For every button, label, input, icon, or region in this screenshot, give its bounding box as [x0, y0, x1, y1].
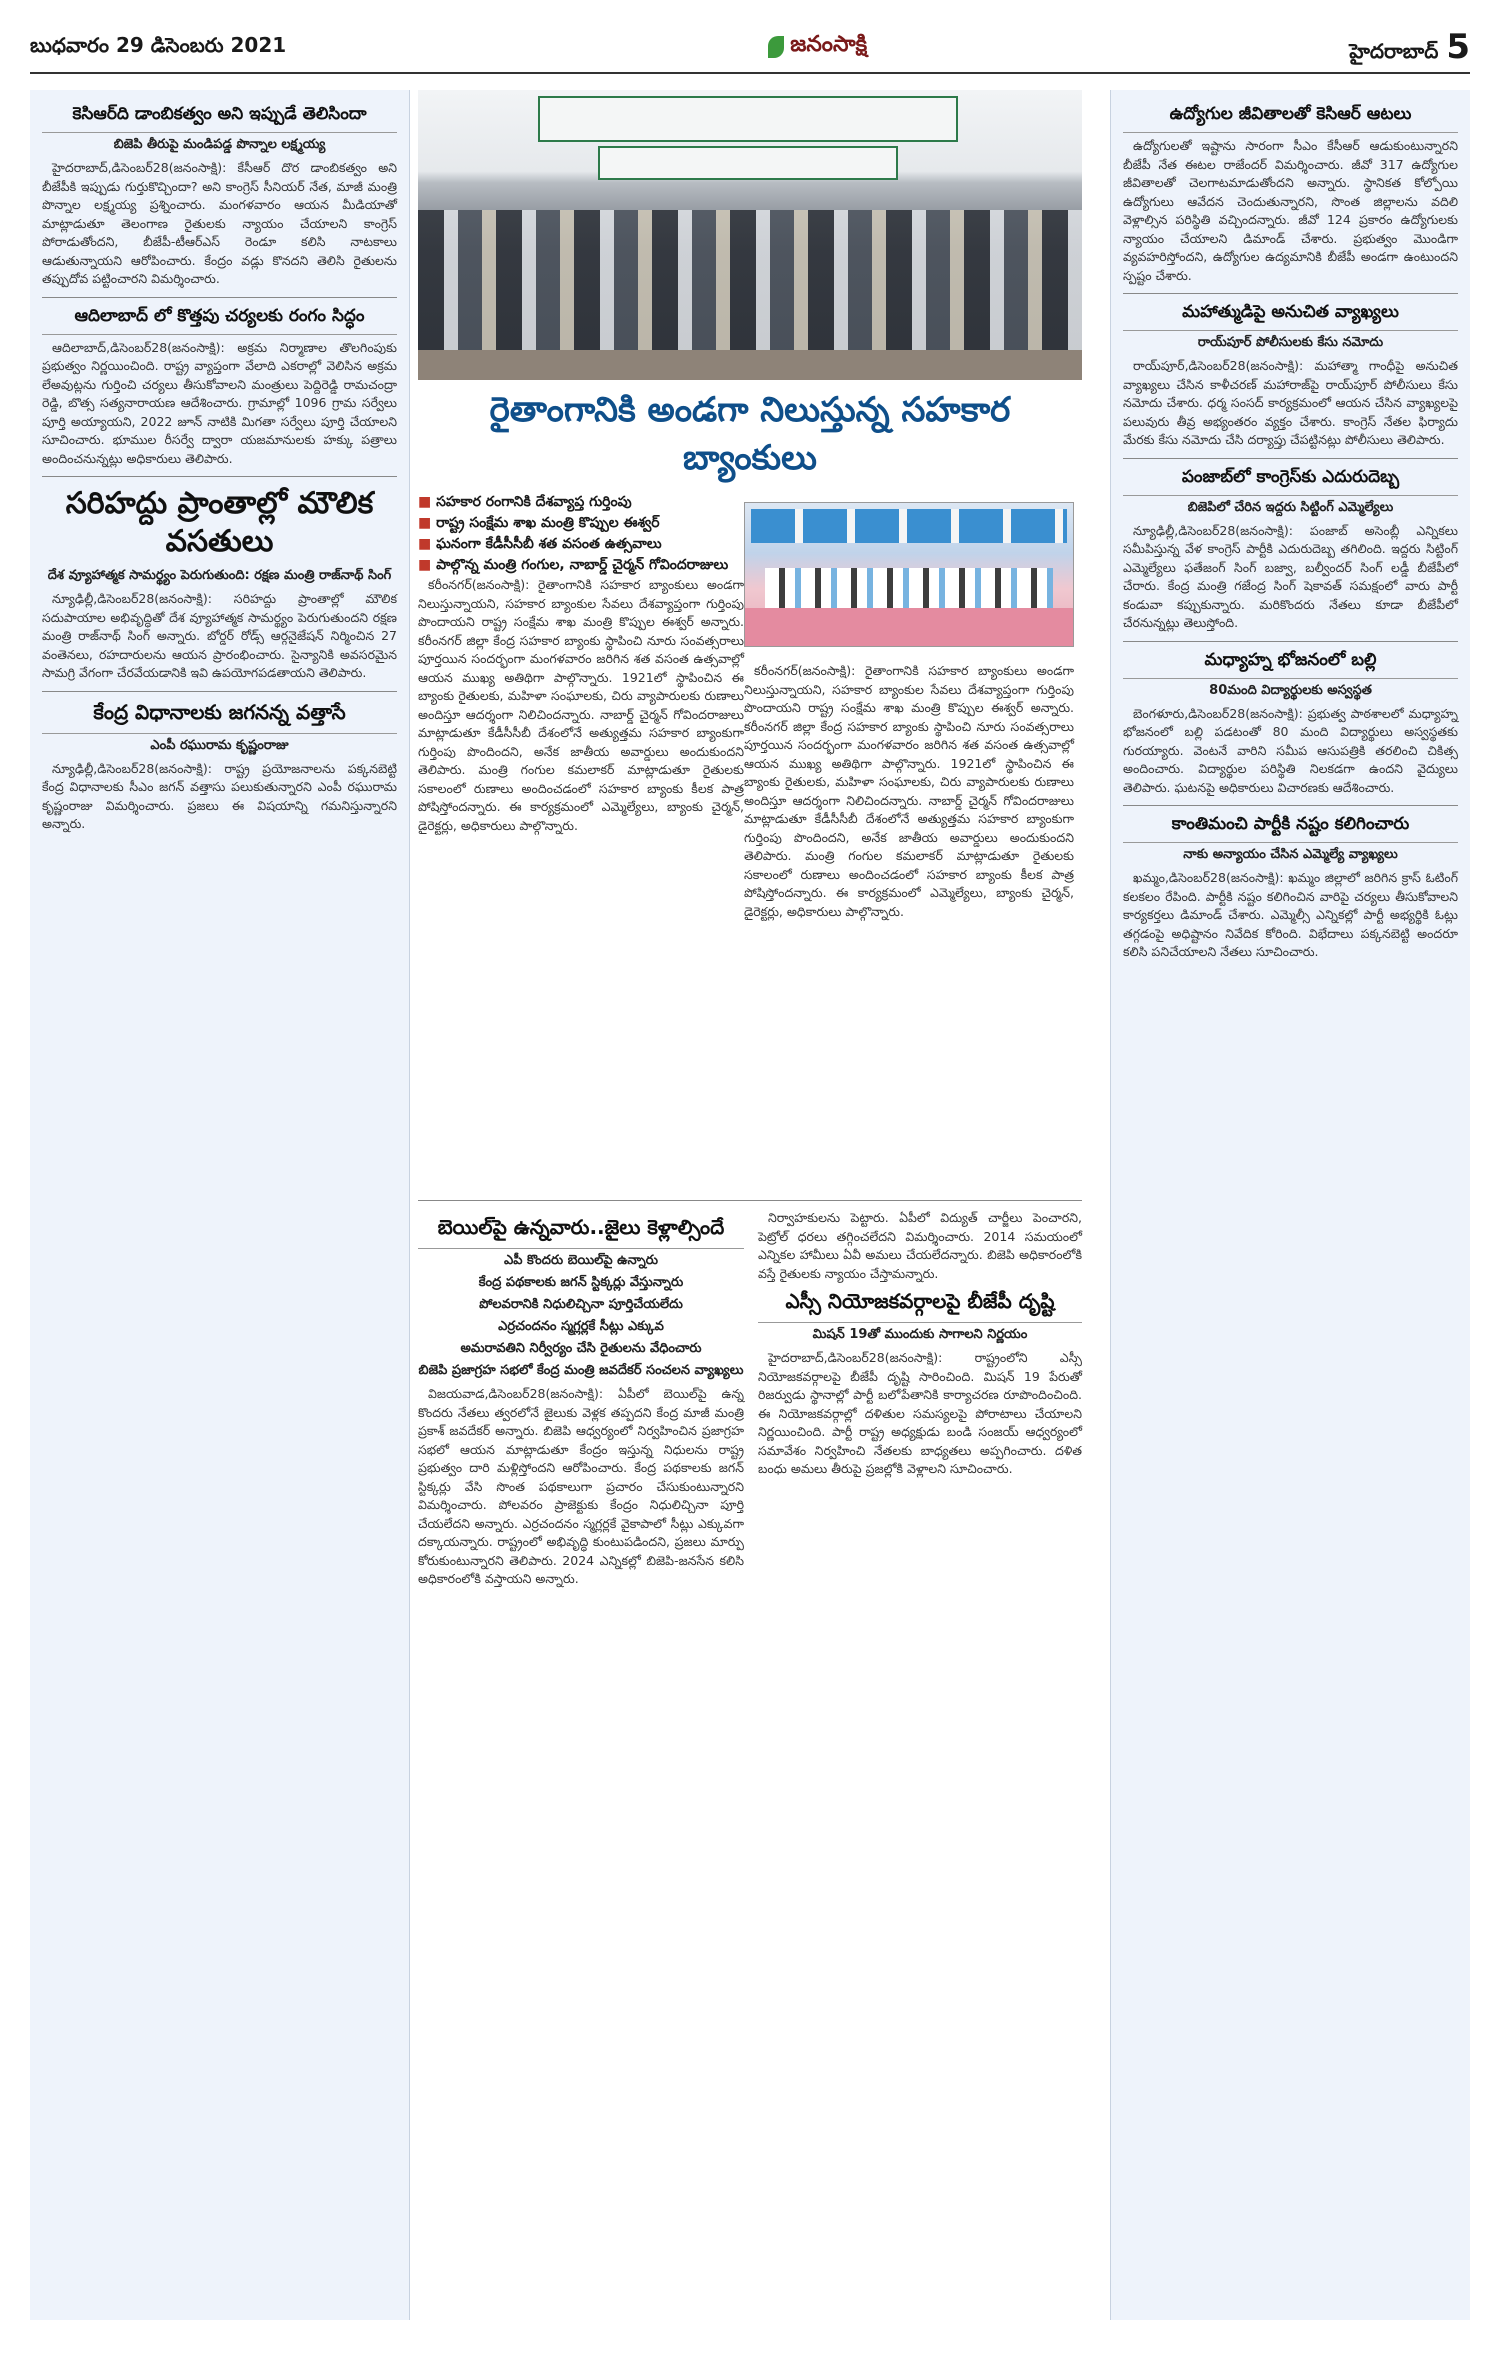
- highlight-item: ■ పాల్గొన్న మంత్రి గంగుల, నాబార్డ్‌ చైర్మన్‌ గోవిందరాజులు: [418, 555, 744, 576]
- article-body: [758, 1209, 1082, 1283]
- article-body: [1123, 357, 1458, 450]
- newspaper-logo: [768, 32, 867, 62]
- article-headline: మధ్యాహ్న భోజనంలో బల్లి: [1123, 650, 1458, 679]
- divider: [42, 297, 397, 298]
- article-deck: మిషన్‌ 19తో ముందుకు సాగాలని నిర్ణయం: [812, 1327, 1028, 1342]
- article-deck: బిజెపి తీరుపై మండిపడ్డ పొన్నాల లక్ష్మయ్య: [113, 137, 326, 152]
- article-text: బెంగళూరు,డిసెంబర్‌28(జనంసాక్షి): ప్రభుత్వ పాఠశాలలో మధ్యాహ్న భోజనంలో బల్లి పడటంతో 80 మంది విద్యార్థులు అస్వస్థతకు గురయ్యారు. వెంటనే వారిని సమీప ఆసుపత్రికి తరలించి చికిత్స అందించారు. విద్యార్థుల పరిస్థితి నిలకడగా ఉందని వైద్యులు తెలిపారు. ఘటనపై అధికారులు విచారణకు ఆదేశించారు.: [1123, 705, 1458, 795]
- article-headline: పంజాబ్‌లో కాంగ్రెస్‌కు ఎదురుదెబ్బ: [1123, 467, 1458, 496]
- divider: [418, 1200, 1082, 1201]
- divider: [42, 476, 397, 477]
- article-text: కరీంనగర్‌(జనంసాక్షి): రైతాంగానికి సహకార బ్యాంకులు అండగా నిలుస్తున్నాయని, సహకార బ్యాంకుల సేవలు దేశవ్యాప్తంగా గుర్తింపు పొందాయని రాష్ట్ర సంక్షేమ శాఖ మంత్రి కొప్పుల ఈశ్వర్‌ అన్నారు. కరీంనగర్‌ జిల్లా కేంద్ర సహకార బ్యాంకు స్థాపించి నూరు సంవత్సరాలు పూర్తయిన సందర్భంగా మంగళవారం జరిగిన శత వసంత ఉత్సవాల్లో ఆయన ముఖ్య అతిథిగా పాల్గొన్నారు. 1921లో స్థాపించిన ఈ బ్యాంకు రైతులకు, మహిళా సంఘాలకు, చిరు వ్యాపారులకు రుణాలు అందిస్తూ ఆదర్శంగా నిలిచిందన్నారు. నాబార్డ్‌ చైర్మన్‌ గోవిందరాజులు మాట్లాడుతూ కేడీసీసీబీ దేశంలోనే అత్యుత్తమ సహకార బ్యాంకుగా గుర్తింపు పొందిందని, అనేక జాతీయ అవార్డులు అందుకుందని తెలిపారు. మంత్రి గంగుల కమలాకర్‌ మాట్లాడుతూ రైతులకు సకాలంలో రుణాలు అందించడంలో సహకార బ్యాంకు కీలక పాత్ర పోషిస్తోందన్నారు. ఈ కార్యక్రమంలో ఎమ్మెల్యేలు, బ్యాంకు చైర్మన్‌, డైరెక్టర్లు, అధికారులు పాల్గొన్నారు.: [744, 663, 1074, 919]
- article-body: [1123, 869, 1458, 962]
- article-text: ఖమ్మం,డిసెంబర్‌28(జనంసాక్షి): ఖమ్మం జిల్లాలో జరిగిన క్రాస్‌ ఓటింగ్‌ కలకలం రేపింది. పార్టీకి నష్టం కలిగించిన వారిపై చర్యలు తీసుకోవాలని కార్యకర్తలు డిమాండ్‌ చేశారు. ఎమ్మెల్సీ ఎన్నికల్లో పార్టీ అభ్యర్థికి ఓట్లు తగ్గడంపై అధిష్టానం నివేదిక కోరింది. విభేదాలు పక్కనబెట్టి అందరూ కలిసి పనిచేయాలని నేతలు సూచించారు.: [1123, 870, 1458, 959]
- article-body: [418, 576, 744, 835]
- edition-info: [1349, 27, 1470, 68]
- article-body-continued: [744, 662, 1074, 921]
- article-headline: ఆదిలాబాద్‌ లో కొత్తపు చర్యలకు రంగం సిద్ధం: [42, 306, 397, 335]
- article-deck: ఎర్రచందనం స్మగ్లర్లకే సీట్లు ఎక్కువ: [498, 1319, 664, 1334]
- stage-table: [745, 608, 1073, 646]
- article-headline: సరిహద్దు ప్రాంతాల్లో మౌలిక వసతులు: [65, 486, 374, 559]
- page-number: 5: [1446, 26, 1470, 67]
- highlight-list: [418, 492, 744, 576]
- lead-story-text: [418, 492, 744, 835]
- dignitaries: [765, 568, 1053, 608]
- divider: [1123, 293, 1458, 294]
- article-headline: కాంతిమంచి పార్టీకి నష్టం కలిగించారు: [1123, 814, 1458, 843]
- article-headline: మహాత్ముడిపై అనుచిత వ్యాఖ్యలు: [1123, 302, 1458, 331]
- article-body: [758, 1349, 1082, 1479]
- page-header: [30, 22, 1470, 74]
- article-body: [1123, 705, 1458, 798]
- issue-date: బుధవారం 29 డిసెంబరు 2021: [30, 32, 287, 57]
- article-body: [42, 159, 397, 289]
- main-news-photo: [418, 90, 1082, 380]
- article-deck: కేంద్ర పథకాలకు జగన్‌ స్టిక్కర్లు వేస్తున్నారు: [478, 1275, 684, 1290]
- article-deck: దేశ వ్యూహాత్మక సామర్థ్యం పెరుగుతుంది: రక్షణ మంత్రి రాజ్‌నాథ్‌ సింగ్‌: [47, 568, 392, 583]
- article-text: న్యూఢిల్లీ,డిసెంబర్‌28(జనంసాక్షి): సరిహద్దు ప్రాంతాల్లో మౌలిక సదుపాయాల అభివృద్ధితో దేశ వ్యూహాత్మక సామర్థ్యం పెరుగుతుందని రక్షణ మంత్రి రాజ్‌నాథ్‌ సింగ్‌ అన్నారు. బోర్డర్‌ రోడ్స్‌ ఆర్గనైజేషన్‌ నిర్మించిన 27 వంతెనలు, రహదారులను ఆయన ప్రారంభించారు. సైన్యానికి అవసరమైన సామగ్రి వేగంగా చేరవేయడానికి ఇవి ఉపయోగపడతాయని తెలిపారు.: [42, 591, 397, 680]
- article-deck: బిజెపి ప్రజాగ్రహ సభలో కేంద్ర మంత్రి జవదేకర్‌ సంచలన వ్యాఖ్యలు: [418, 1363, 744, 1378]
- newspaper-name: జనంసాక్షి: [790, 32, 868, 57]
- highlight-item: ■ ఘనంగా కేడీసీసీబీ శత వసంత ఉత్సవాలు: [418, 534, 744, 555]
- article-text: విజయవాడ,డిసెంబర్‌28(జనంసాక్షి): ఏపీలో బెయిల్‌పై ఉన్న కొందరు నేతలు త్వరలోనే జైలుకు వెళ్లక తప్పదని కేంద్ర మాజీ మంత్రి ప్రకాశ్‌ జవదేకర్‌ అన్నారు. బిజెపి ఆధ్వర్యంలో నిర్వహించిన ప్రజాగ్రహ సభలో ఆయన మాట్లాడుతూ కేంద్రం ఇస్తున్న నిధులను రాష్ట్ర ప్రభుత్వం దారి మళ్లిస్తోందని ఆరోపించారు. కేంద్ర పథకాలకు జగన్‌ స్టిక్కర్లు వేసి సొంత పథకాలుగా ప్రచారం చేసుకుంటున్నారని విమర్శించారు. పోలవరం ప్రాజెక్టుకు కేంద్రం నిధులిచ్చినా పూర్తి చేయలేదని అన్నారు. ఎర్రచందనం స్మగ్లర్లకే వైకాపాలో సీట్లు ఎక్కువగా దక్కాయన్నారు. రాష్ట్రంలో అభివృద్ధి కుంటుపడిందని, ప్రజలు మార్పు కోరుకుంటున్నారని తెలిపారు. 2024 ఎన్నికల్లో బిజెపి-జనసేన కలిసి అధికారంలోకి వస్తాయని అన్నారు.: [418, 1386, 744, 1586]
- building-sign: [598, 146, 898, 180]
- article-text: ఉద్యోగులతో ఇష్టాను సారంగా సీఎం కేసీఆర్‌ ఆడుకుంటున్నారని బీజేపీ నేత ఈటల రాజేందర్‌ విమర్శించారు. జీవో 317 ఉద్యోగుల జీవితాలతో చెలగాటమాడుతోందని అన్నారు. స్థానికత కోల్పోయి ఉద్యోగులు ఆవేదన చెందుతున్నారని, సొంత జిల్లాలను వదిలి వెళ్లాల్సిన పరిస్థితి వచ్చిందన్నారు. జీవో 124 ప్రకారం ఉద్యోగులకు న్యాయం చేయాలని డిమాండ్‌ చేశారు. ప్రభుత్వం మొండిగా వ్యవహరిస్తోందని, ఉద్యోగుల ఉద్యమానికి బీజేపీ అండగా ఉంటుందని స్పష్టం చేశారు.: [1123, 138, 1458, 283]
- lower-stories: [418, 1209, 1082, 1589]
- article-body: [1123, 522, 1458, 633]
- divider: [1123, 458, 1458, 459]
- article-body: [418, 1385, 744, 1589]
- article-deck: ఎపీ కొందరు బెయిల్‌పై ఉన్నారు: [503, 1253, 658, 1268]
- article-deck: నాకు అన్యాయం చేసిన ఎమ్మెల్యే వ్యాఖ్యలు: [1183, 847, 1398, 862]
- right-column: [1110, 90, 1470, 2320]
- lead-headline: రైతాంగానికి అండగా నిలుస్తున్న సహకార బ్యాంకులు: [489, 390, 1011, 478]
- highlight-item: ■ రాష్ట్ర సంక్షేమ శాఖ మంత్రి కొప్పుల ఈశ్వర్‌: [418, 513, 744, 534]
- highlight-item: ■ సహకార రంగానికి దేశవ్యాప్త గుర్తింపు: [418, 492, 744, 513]
- divider: [42, 691, 397, 692]
- article-headline: కేంద్ర విధానాలకు జగనన్న వత్తాసే: [42, 700, 397, 734]
- article-text: నిర్వాహకులను పెట్టారు. ఏపీలో విద్యుత్‌ చార్జీలు పెంచారని, పెట్రోల్‌ ధరలు తగ్గించలేదని విమర్శించారు. 2014 సమయంలో ఎన్నికల హామీలు ఏవీ అమలు చేయలేదన్నారు. బిజెపి అధికారంలోకి వస్తే రైతులకు న్యాయం చేస్తామన్నారు.: [758, 1210, 1082, 1281]
- edition-city: హైదరాబాద్: [1349, 38, 1439, 63]
- article-text: న్యూఢిల్లీ,డిసెంబర్‌28(జనంసాక్షి): రాష్ట్ర ప్రయోజనాలను పక్కనబెట్టి కేంద్ర విధానాలకు సీఎం జగన్‌ వత్తాసు పలుకుతున్నారని ఎంపీ రఘురామ కృష్ణంరాజు విమర్శించారు. ప్రజలు ఈ విషయాన్ని గమనిస్తున్నారని అన్నారు.: [42, 760, 397, 831]
- article-text: హైదరాబాద్‌,డిసెంబర్‌28(జనంసాక్షి): కేసీఆర్‌ దొర డాంబికత్వం అని బీజేపీకి ఇప్పుడు గుర్తుకొచ్చిందా? అని కాంగ్రెస్‌ సీనియర్‌ నేత, మాజీ మంత్రి పొన్నాల లక్ష్మయ్య ప్రశ్నించారు. మంగళవారం ఆయన మీడియాతో మాట్లాడుతూ తెలంగాణ రైతులకు న్యాయం చేయాలని కాంగ్రెస్‌ పోరాడుతోందని, బీజేపీ-టీఆర్‌ఎస్‌ రెండూ కలిసి నాటకాలు ఆడుతున్నాయని ఆరోపించారు. కేంద్రం వడ్లు కొనదని తెలిసి రైతులను తప్పుదోవ పట్టించారని విమర్శించారు.: [42, 160, 397, 286]
- article-text: రాయ్‌పూర్‌,డిసెంబర్‌28(జనంసాక్షి): మహాత్మా గాంధీపై అనుచిత వ్యాఖ్యలు చేసిన కాళీచరణ్‌ మహారాజ్‌పై రాయ్‌పూర్‌ పోలీసులు కేసు నమోదు చేశారు. ధర్మ సంసద్‌ కార్యక్రమంలో ఆయన చేసిన వ్యాఖ్యలపై పలువురు తీవ్ర అభ్యంతరం వ్యక్తం చేశారు. కాంగ్రెస్‌ నేతల ఫిర్యాదు మేరకు కేసు నమోదు చేసి దర్యాప్తు చేపట్టినట్లు పోలీసులు తెలిపారు.: [1123, 358, 1458, 447]
- leaf-icon: [768, 36, 784, 58]
- center-column: [410, 90, 1090, 2320]
- divider: [1123, 641, 1458, 642]
- article-body: [42, 760, 397, 834]
- article-headline: ఉద్యోగుల జీవితాలతో కెసిఆర్‌ ఆటలు: [1123, 104, 1458, 133]
- article-headline: ఎస్సీ నియోజకవర్గాలపై బీజేపీ దృష్టి: [758, 1289, 1082, 1323]
- article-headline: కెసిఆర్‌ది డాంబికత్వం అని ఇప్పుడే తెలిసిందా: [42, 104, 397, 133]
- left-column: [30, 90, 410, 2320]
- stage-banner: [751, 509, 1067, 543]
- article-deck: అమరావతిని నిర్వీర్యం చేసి రైతులను వేధించారు: [460, 1341, 702, 1356]
- sc-constituency-story: [758, 1209, 1082, 1589]
- article-deck: 80మంది విద్యార్థులకు అస్వస్థత: [1209, 682, 1372, 698]
- article-text: హైదరాబాద్‌,డిసెంబర్‌28(జనంసాక్షి): రాష్ట్రంలోని ఎస్సీ నియోజకవర్గాలపై బీజేపీ దృష్టి సారించింది. మిషన్‌ 19 పేరుతో రిజర్వుడు స్థానాల్లో పార్టీ బలోపేతానికి కార్యాచరణ రూపొందించింది. ఈ నియోజకవర్గాల్లో దళితుల సమస్యలపై పోరాటాలు చేయాలని నిర్ణయించింది. పార్టీ రాష్ట్ర అధ్యక్షుడు బండి సంజయ్‌ ఆధ్వర్యంలో సమావేశం నిర్వహించి నేతలకు బాధ్యతలు అప్పగించారు. దళిత బంధు అమలు తీరుపై ప్రజల్లోకి వెళ్లాలని సూచించారు.: [758, 1350, 1082, 1476]
- divider: [1123, 805, 1458, 806]
- article-headline: బెయిల్‌పై ఉన్నవారు..జైలు కెళ్లాల్సిందే: [418, 1215, 744, 1249]
- article-deck: బిజెపిలో చేరిన ఇద్దరు సిట్టింగ్‌ ఎమ్మెల్యేలు: [1187, 499, 1394, 515]
- lead-story: [418, 492, 1082, 1192]
- article-text: న్యూఢిల్లీ,డిసెంబర్‌28(జనంసాక్షి): పంజాబ్‌ అసెంబ్లీ ఎన్నికలు సమీపిస్తున్న వేళ కాంగ్రెస్‌ పార్టీకి ఎదురుదెబ్బ తగిలింది. ఇద్దరు సిట్టింగ్‌ ఎమ్మెల్యేలు ఫతేజంగ్‌ సింగ్‌ బజ్వా, బల్వీందర్‌ సింగ్‌ లడ్డీ బీజేపీలో చేరారు. కేంద్ర మంత్రి గజేంద్ర సింగ్‌ షెకావత్‌ సమక్షంలో వారు పార్టీ కండువా కప్పుకున్నారు. మరికొందరు నేతలు కూడా బీజేపీలో చేరనున్నట్లు తెలుస్తోంది.: [1123, 522, 1458, 630]
- article-deck: పోలవరానికి నిధులిచ్చినా పూర్తిచేయలేదు: [479, 1297, 683, 1312]
- article-body: [1123, 137, 1458, 285]
- building-sign: [538, 96, 958, 142]
- article-body: [42, 339, 397, 469]
- article-deck: ఎంపీ రఘురామ కృష్ణంరాజు: [150, 737, 289, 753]
- article-text: కరీంనగర్‌(జనంసాక్షి): రైతాంగానికి సహకార బ్యాంకులు అండగా నిలుస్తున్నాయని, సహకార బ్యాంకుల సేవలు దేశవ్యాప్తంగా గుర్తింపు పొందాయని రాష్ట్ర సంక్షేమ శాఖ మంత్రి కొప్పుల ఈశ్వర్‌ అన్నారు. కరీంనగర్‌ జిల్లా కేంద్ర సహకార బ్యాంకు స్థాపించి నూరు సంవత్సరాలు పూర్తయిన సందర్భంగా మంగళవారం జరిగిన శత వసంత ఉత్సవాల్లో ఆయన ముఖ్య అతిథిగా పాల్గొన్నారు. 1921లో స్థాపించిన ఈ బ్యాంకు రైతులకు, మహిళా సంఘాలకు, చిరు వ్యాపారులకు రుణాలు అందిస్తూ ఆదర్శంగా నిలిచిందన్నారు. నాబార్డ్‌ చైర్మన్‌ గోవిందరాజులు మాట్లాడుతూ కేడీసీసీబీ దేశంలోనే అత్యుత్తమ సహకార బ్యాంకుగా గుర్తింపు పొందిందని, అనేక జాతీయ అవార్డులు అందుకుందని తెలిపారు. మంత్రి గంగుల కమలాకర్‌ మాట్లాడుతూ రైతులకు సకాలంలో రుణాలు అందించడంలో సహకార బ్యాంకు కీలక పాత్ర పోషిస్తోందన్నారు. ఈ కార్యక్రమంలో ఎమ్మెల్యేలు, బ్యాంకు చైర్మన్‌, డైరెక్టర్లు, అధికారులు పాల్గొన్నారు.: [418, 577, 744, 833]
- bail-story: [418, 1209, 744, 1589]
- article-text: ఆదిలాబాద్‌,డిసెంబర్‌28(జనంసాక్షి): అక్రమ నిర్మాణాల తొలగింపుకు ప్రభుత్వం నిర్ణయించింది. రాష్ట్ర వ్యాప్తంగా వేలాది ఎకరాల్లో వెలిసిన అక్రమ లేఅవుట్లను గుర్తించి చర్యలు తీసుకోవాలని మంత్రులు పెద్దిరెడ్డి రామచంద్రా రెడ్డి, బొత్స సత్యనారాయణ ఆదేశించారు. గ్రామాల్లో 1096 గ్రామ సర్వేలు పూర్తి అయ్యాయని, 2022 జూన్‌ నాటికి మిగతా సర్వేలు పూర్తి చేయాలని సూచించారు. భూముల రీసర్వే ద్వారా యజమానులకు హక్కు పత్రాలు అందించనున్నట్లు అధికారులు తెలిపారు.: [42, 339, 397, 466]
- event-stage-photo: [744, 502, 1074, 647]
- article-deck: రాయ్‌పూర్‌ పోలీసులకు కేసు నమోదు: [1197, 335, 1384, 350]
- ground: [418, 350, 1082, 380]
- article-body: [42, 590, 397, 683]
